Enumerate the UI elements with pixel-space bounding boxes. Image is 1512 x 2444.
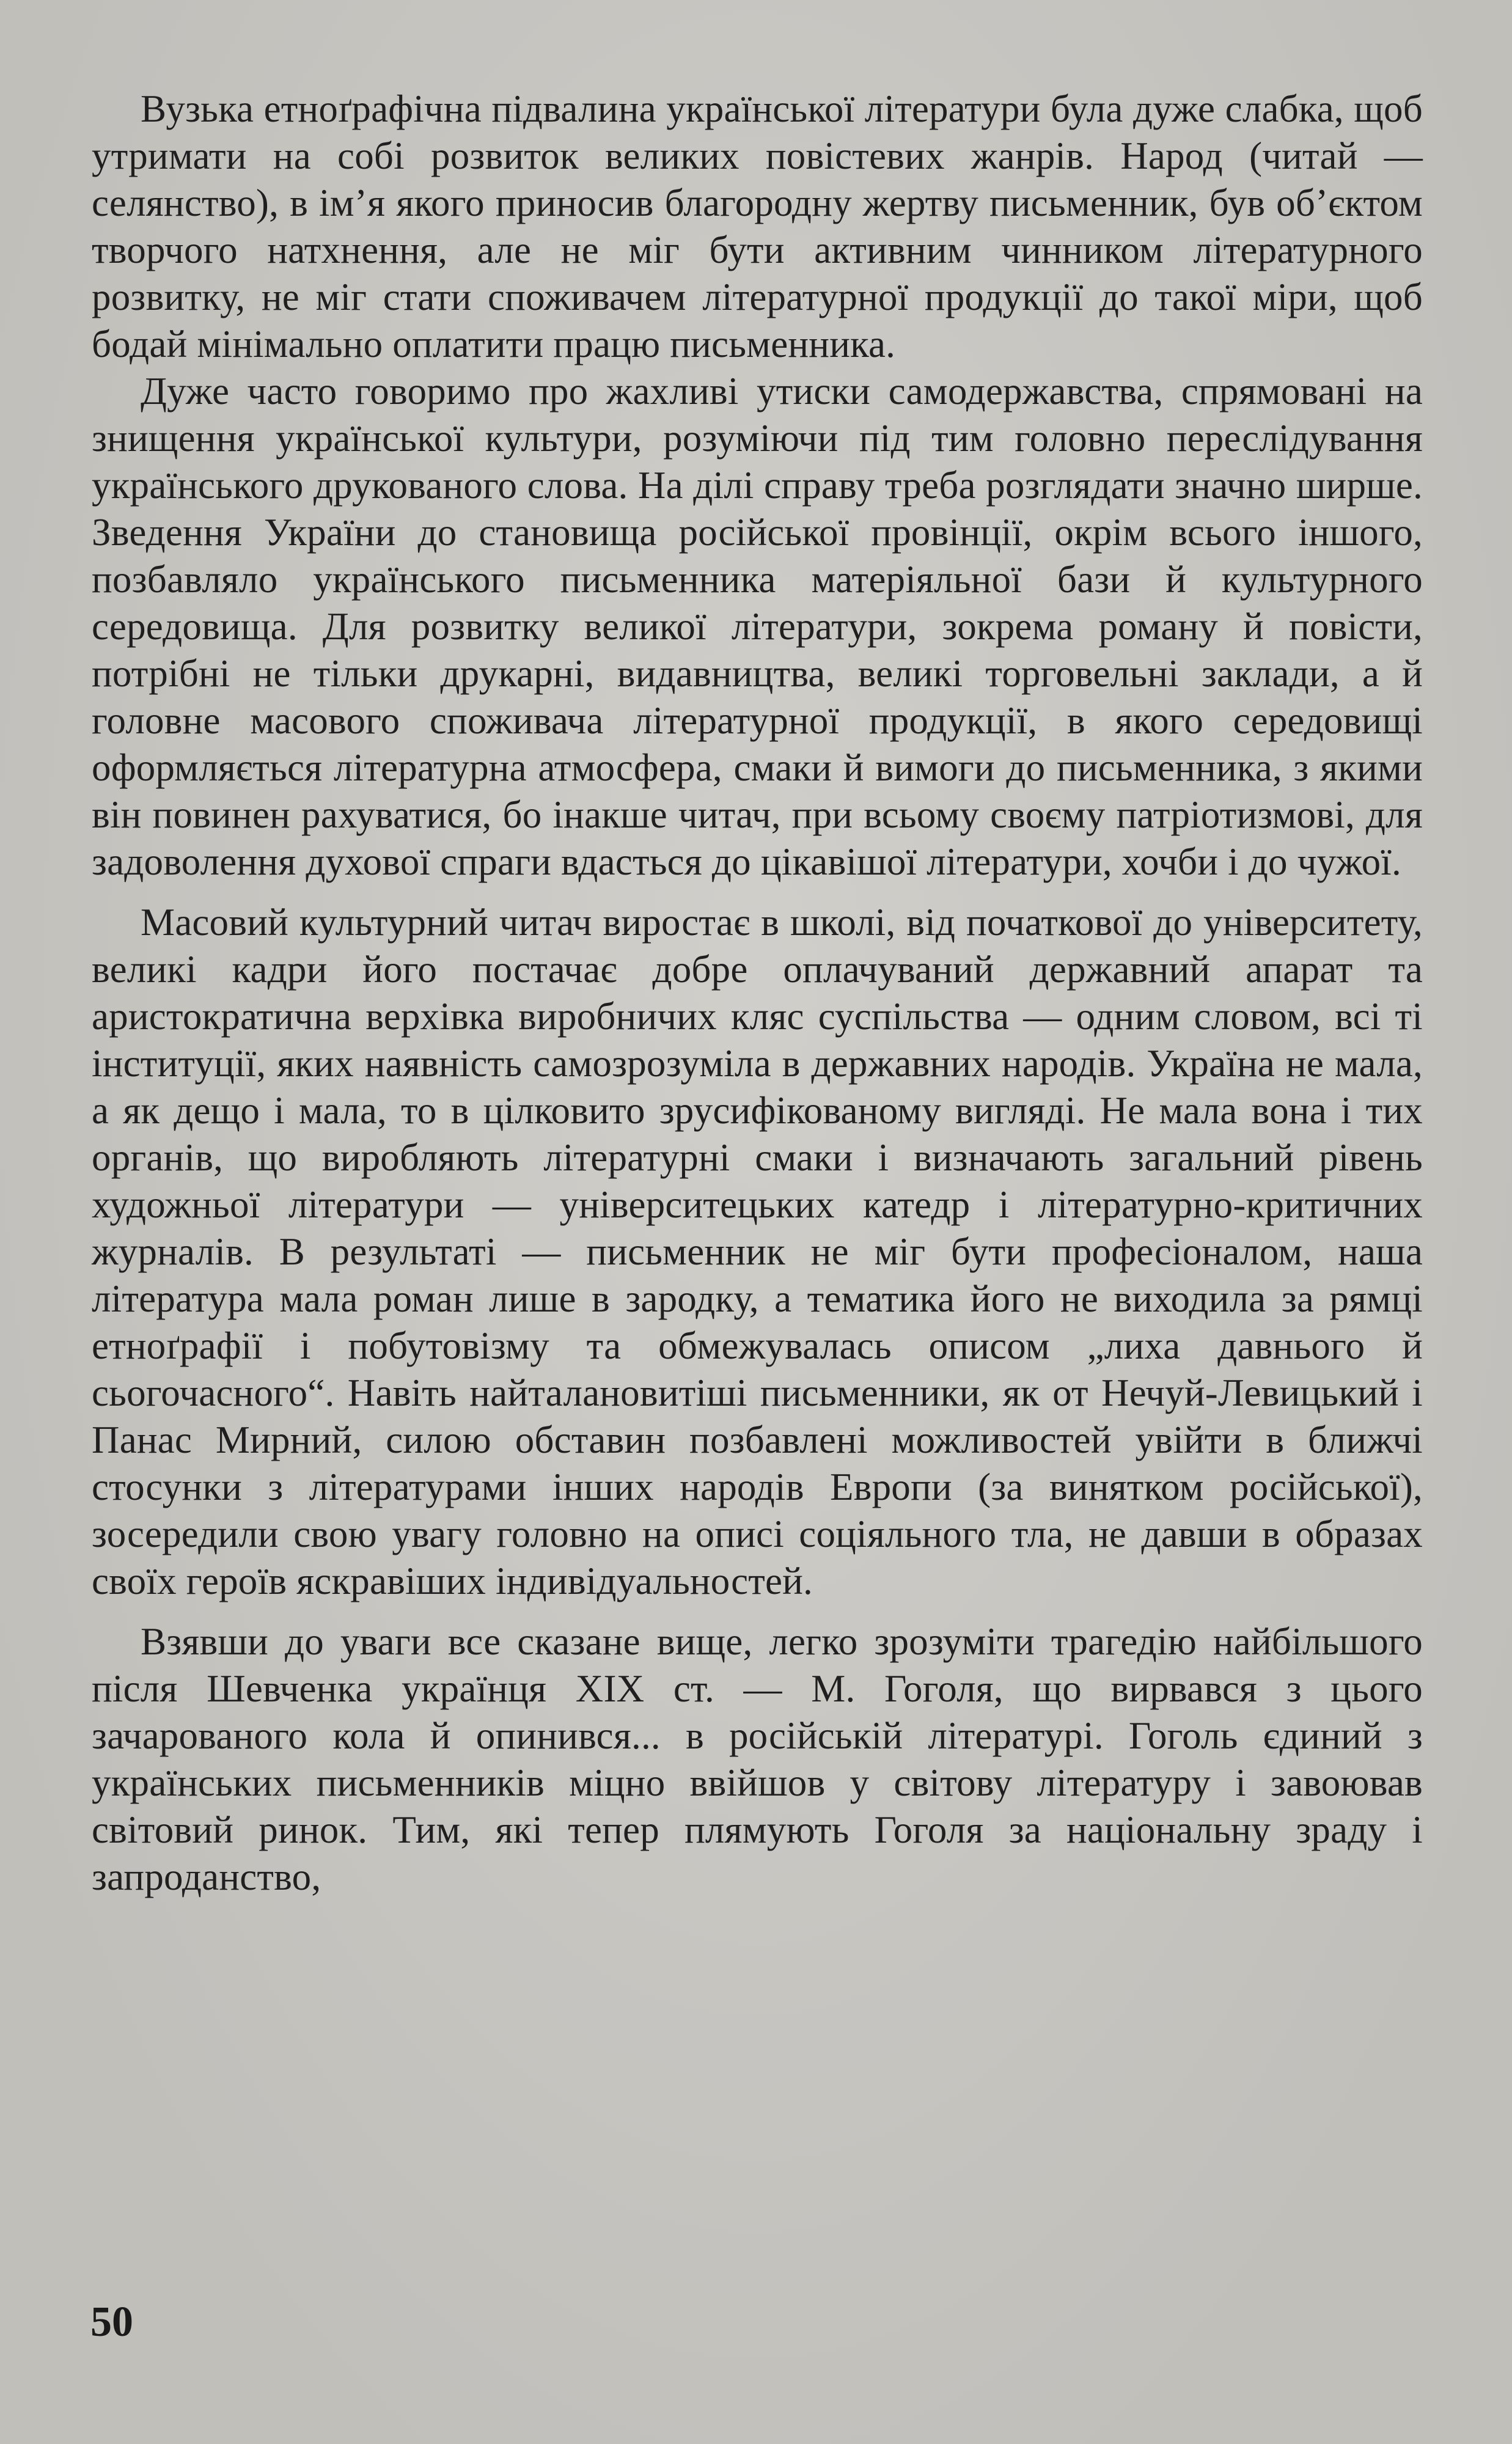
paragraph-3: Масовий культурний читач виростає в школі, від початкової до університету, великі кадри його постачає добре оплачуваний державний апарат та аристократична верхівка виробничих кляс суспільства — одним словом, всі ті інституції, яких наявність самозрозуміла в державних народів. Україна не мала, а як дещо і мала, то в цілковито зрусифікованому вигляді. Не мала вона і тих органів, що виробляють літературні смаки і визначають загальний рівень художньої літератури — університецьких катедр і літературно-критичних журналів. В результаті — письменник не міг бути професіоналом, наша література мала роман лише в зародку, а тематика його не виходила за рямці етноґрафії і побутовізму та обмежувалась описом „лиха давнього й сьогочасного“. Навіть найталановитіші письменники, як от Нечуй-Левицький і Панас Мирний, силою обставин позбавлені можливостей увійти в ближчі стосунки з літературами інших народів Европи (за винятком російської), зосередили свою увагу головно на описі соціяльного тла, не давши в образах своїх героїв яскравіших індивідуальностей. [92, 901, 1423, 1602]
paragraph-4: Взявши до уваги все сказане вище, легко зрозуміти трагедію найбільшого після Шевченка українця XIX ст. — М. Гоголя, що вирвався з цього зачарованого кола й опинився... в російській літературі. Гоголь єдиний з українських письменників міцно ввійшов у світову літературу і завоював світовий ринок. Тим, які тепер плямують Гоголя за національну зраду і запроданство, [92, 1620, 1423, 1898]
body-text [92, 86, 1423, 1901]
page-number: 50 [90, 2299, 133, 2346]
paragraph-2: Дуже часто говоримо про жахливі утиски самодержавства, спрямовані на знищення української культури, розуміючи під тим головно переслідування українського друкованого слова. На ділі справу треба розглядати значно ширше. Зведення України до становища російської провінції, окрім всього іншого, позбавляло українського письменника матеріяльної бази й культурного середовища. Для розвитку великої літератури, зокрема роману й повісти, потрібні не тільки друкарні, видавництва, великі торговельні заклади, а й головне масового споживача літературної продукції, в якого середовищі оформляється літературна атмосфера, смаки й вимоги до письменника, з якими він повинен рахуватися, бо інакше читач, при всьому своєму патріотизмові, для задоволення духової спраги вдасться до цікавішої літератури, хочби і до чужої. [92, 370, 1423, 883]
paragraph-1: Вузька етноґрафічна підвалина української літератури була дуже слабка, щоб утримати на собі розвиток великих повістевих жанрів. Народ (читай — селянство), в ім’я якого приносив благородну жертву письменник, був об’єктом творчого натхнення, але не міг бути активним чинником літературного розвитку, не міг стати споживачем літературної продукції до такої міри, щоб бодай мінімально оплатити працю письменника. [92, 87, 1423, 365]
